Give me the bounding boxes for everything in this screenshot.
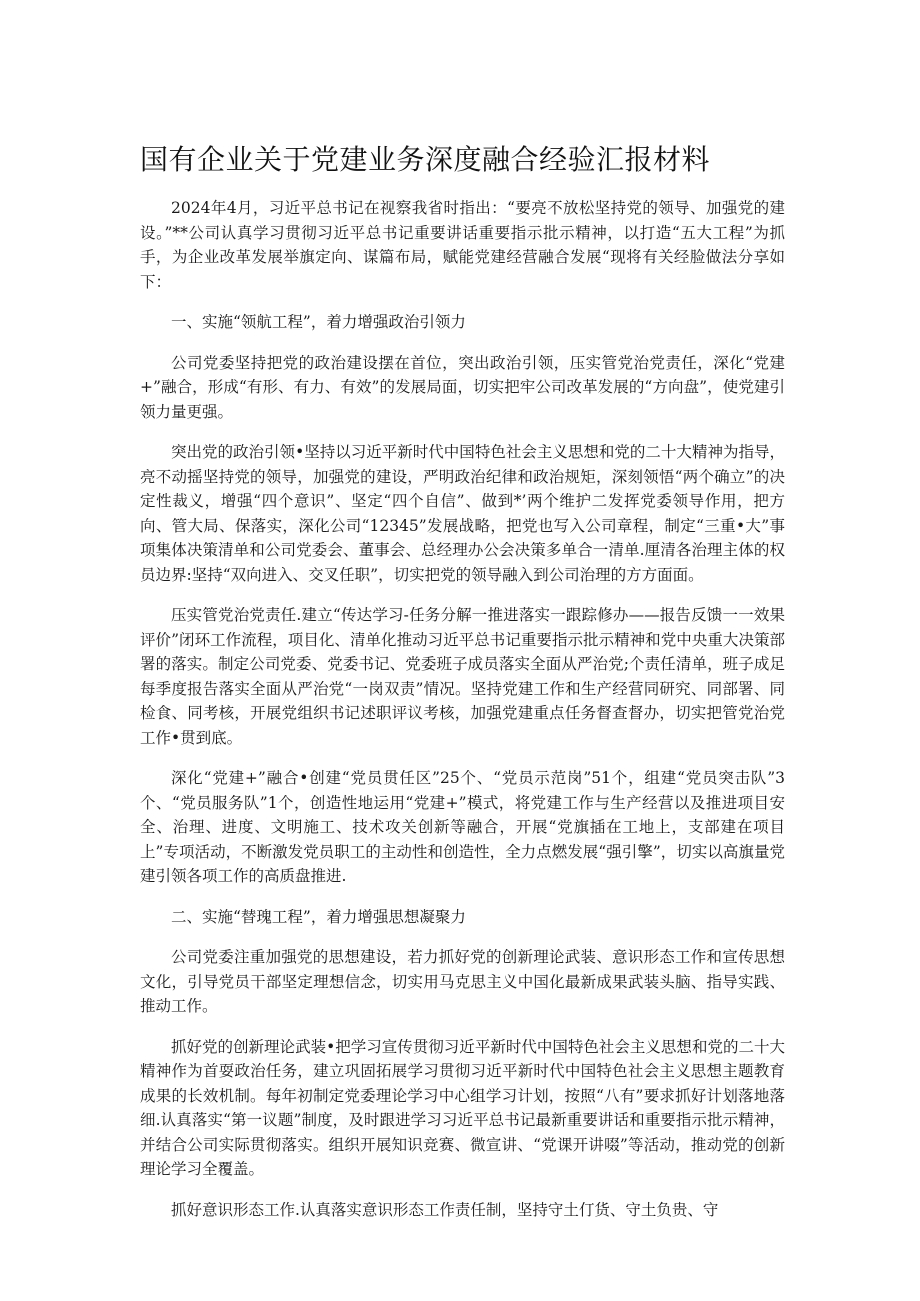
section-heading-1: 一、实施“领航工程”，着力增强政治引领力	[171, 313, 466, 331]
paragraph: 公司党委注重加强党的思想建设，若力抓好党的创新理论武装、意识形态工作和宣传思想文化，引导党员干部坚定理想信念，切实用马克思主义中国化最新成果武装头脑、指导实践、推动工作。	[140, 948, 785, 1015]
document-title: 国有企业关于党建业务深度融合经验汇报材料	[140, 143, 711, 176]
paragraph: 抓好党的创新理论武装•把学习宣传贯彻习近平新时代中国特色社会主义思想和党的二十大精神作为首耍政治任务，建立巩固拓展学习贯彻习近平新时代中国特色社会主义思想主题教育成果的长效机制。每年初制定党委理论学习中心组学习计划，按照“八有”要求抓好计划落地落细.认真落实“第一议题”制度，及时跟进学习习近平总书记最新重要讲话和重要指示批示精神，并结合公司实际贯彻落实。组织开展知识竞赛、微宣讲、“党课开讲啜”等活动，推动党的创新理论学习全覆盖。	[140, 1037, 785, 1178]
section-heading-2: 二、实施“替瑰工程”，着力增强思想凝聚力	[171, 907, 466, 926]
document-body	[140, 196, 785, 1238]
paragraph: 深化“党建+”融合•创建“党员贯任区”25个、“党员示范岗”51个，组建“党员突击队”3个、“党员服务队”1个，创造性地运用“党建+”模式，将党建工作与生产经营以及推进项目安全、治理、进度、文明施工、技术攻关创新等融合，开展“党旗插在工地上，支部建在项目上”专项活动，不断激发党员职工的主动性和创造性，全力点燃发展“强引擎”，切实以高旗量党建引领各项工作的高质盘推进.	[140, 769, 785, 885]
paragraph: 压实管党治党责任.建立“传达学习-任务分解一推进落实一跟踪修办——报告反馈一一效果评价”闭环工作流程，项目化、清单化推动习近平总书记重要指示批示精神和党中央重大决策部署的落实。制定公司党委、党委书记、党委班子成员落实全面从严治党;个责任清单，班子成足每季度报告落实全面从严治党“一岗双责”情况。坚持党建工作和生产经营同研究、同部署、同检食、同考核，开展党组织书记述职评议考核，加强党建重点任务督查督办，切实把管党治党工作•贯到底。	[140, 606, 785, 747]
paragraph: 突出党的政治引领•坚持以习近平新时代中国特色社会主义思想和党的二十大精神为指导，亮不动摇坚持党的领导，加强党的建设，严明政治纪律和政治规矩，深刻领悟“两个确立”的决定性裁义，增强“四个意识”、坚定“四个自信”、做到*’两个维护二发挥党委领导作用，把方向、管大局、保落实，深化公司“12345”发展战略，把党也写入公司章程，制定“三重•大”事项集体决策清单和公司党委会、董事会、总经理办公会决策多单合一清单.厘清各治理主体的权员边界:坚持“双向进入、交叉任职”，切实把党的领导融入到公司治理的方方面面。	[140, 443, 785, 584]
paragraph-truncated: 抓好意识形态工作.认真落实意识形态工作责任制，坚持守土仃货、守土负贵、守	[171, 1200, 719, 1219]
paragraph-intro: 2024年4月，习近平总书记在视察我省时指出：“要亮不放松坚持党的领导、加强党的建设。”**公司认真学习贯彻习近平总书记重要讲话重要指示批示精神，以打造“五大工程”为抓手，为企业改革发展举旗定向、谋篇布局，赋能党建经营融合发展“现将有关经脸做法分享如下：	[140, 199, 785, 291]
paragraph: 公司党委坚持把党的政治建设摆在首位，突出政治引领，压实管党治党责任，深化“党建+”融合，形成“有形、有力、有效”的发展局面，切实把牢公司改革发展的“方向盘”，使党建引领力量更强。	[140, 353, 785, 421]
